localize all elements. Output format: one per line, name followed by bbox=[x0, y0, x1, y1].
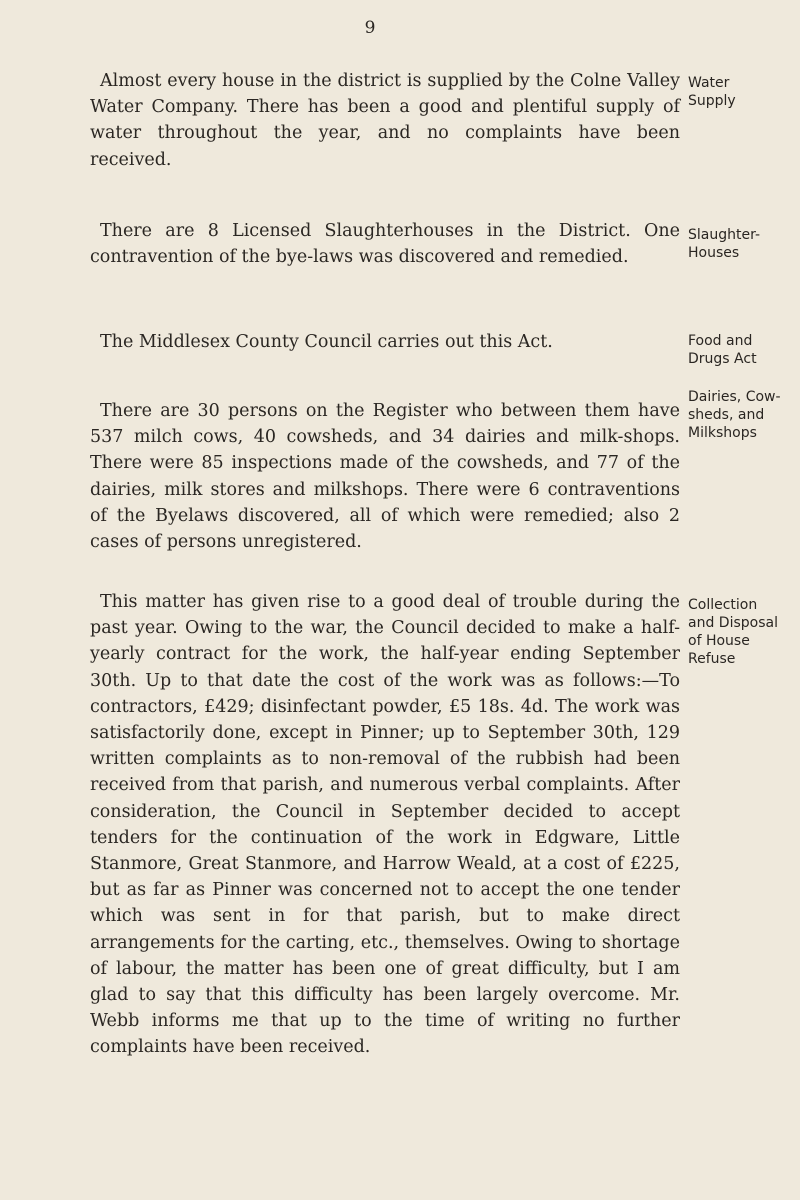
margin-heading-line: Supply bbox=[688, 93, 736, 109]
margin-heading-line: and Disposal bbox=[688, 615, 778, 631]
margin-heading-line: Houses bbox=[688, 245, 740, 261]
section-text: There are 8 Licensed Slaughterhouses in the District. One contravention of the bye-laws was discovered and remedied. bbox=[90, 221, 680, 268]
section-text: Almost every house in the district is supplied by the Colne Valley Water Company. There has been a good and plentiful supply of water throughout the year, and no complaints have been received. bbox=[90, 71, 680, 170]
margin-heading-line: sheds, and bbox=[688, 407, 765, 423]
margin-heading-line: Milkshops bbox=[688, 425, 757, 441]
margin-heading-line: Dairies, Cow- bbox=[688, 389, 781, 405]
margin-heading-food-drugs bbox=[688, 332, 800, 368]
margin-heading-line: Slaughter- bbox=[688, 227, 761, 243]
margin-heading-line: Refuse bbox=[688, 651, 736, 667]
margin-heading-dairies bbox=[688, 388, 800, 442]
margin-heading-water-supply bbox=[688, 74, 800, 110]
margin-heading-line: Water bbox=[688, 75, 730, 91]
section-text: The Middlesex County Council carries out this Act. bbox=[100, 332, 553, 352]
section-text: This matter has given rise to a good deal of trouble during the past year. Owing to the war, the Council decided to make a half-yearly contract for the work, the half-year ending September 30th. Up to that date the cost of the work was as follows:—To contractors, £429; disinfectant powder, £5 18s. 4d. The work was satisfactorily done, except in Pinner; up to September 30th, 129 written complaints as to non-removal of the rubbish had been received from that parish, and numerous verbal complaints. After consideration, the Council in September decided to accept tenders for the continuation of the work in Edgware, Little Stanmore, Great Stanmore, and Harrow Weald, at a cost of £225, but as far as Pinner was concerned not to accept the one tender which was sent in for that parish, but to make direct arrangements for the carting, etc., themselves. Owing to shortage of labour, the matter has been one of great difficulty, but I am glad to say that this difficulty has been largely overcome. Mr. Webb informs me that up to the time of writing no further complaints have been received. bbox=[90, 592, 680, 1058]
section-dairies bbox=[90, 398, 680, 555]
margin-heading-line: of House bbox=[688, 633, 750, 649]
margin-heading-line: Food and bbox=[688, 333, 753, 349]
section-food-drugs bbox=[90, 329, 680, 355]
section-text: There are 30 persons on the Register who between them have 537 milch cows, 40 cowsheds, and 34 dairies and milk-shops. There were 85 inspections made of the cowsheds, and 77 of the dairies, milk stores and milkshops. There were 6 contraventions of the Byelaws discovered, all of which were remedied; also 2 cases of persons unregistered. bbox=[90, 401, 680, 553]
section-house-refuse bbox=[90, 589, 680, 1061]
margin-heading-line: Drugs Act bbox=[688, 351, 757, 367]
margin-heading-slaughter-houses bbox=[688, 226, 800, 262]
page-number: 9 bbox=[364, 18, 376, 38]
section-slaughter-houses bbox=[90, 218, 680, 270]
margin-heading-house-refuse bbox=[688, 596, 800, 668]
section-water-supply bbox=[90, 68, 680, 173]
margin-heading-line: Collection bbox=[688, 597, 758, 613]
